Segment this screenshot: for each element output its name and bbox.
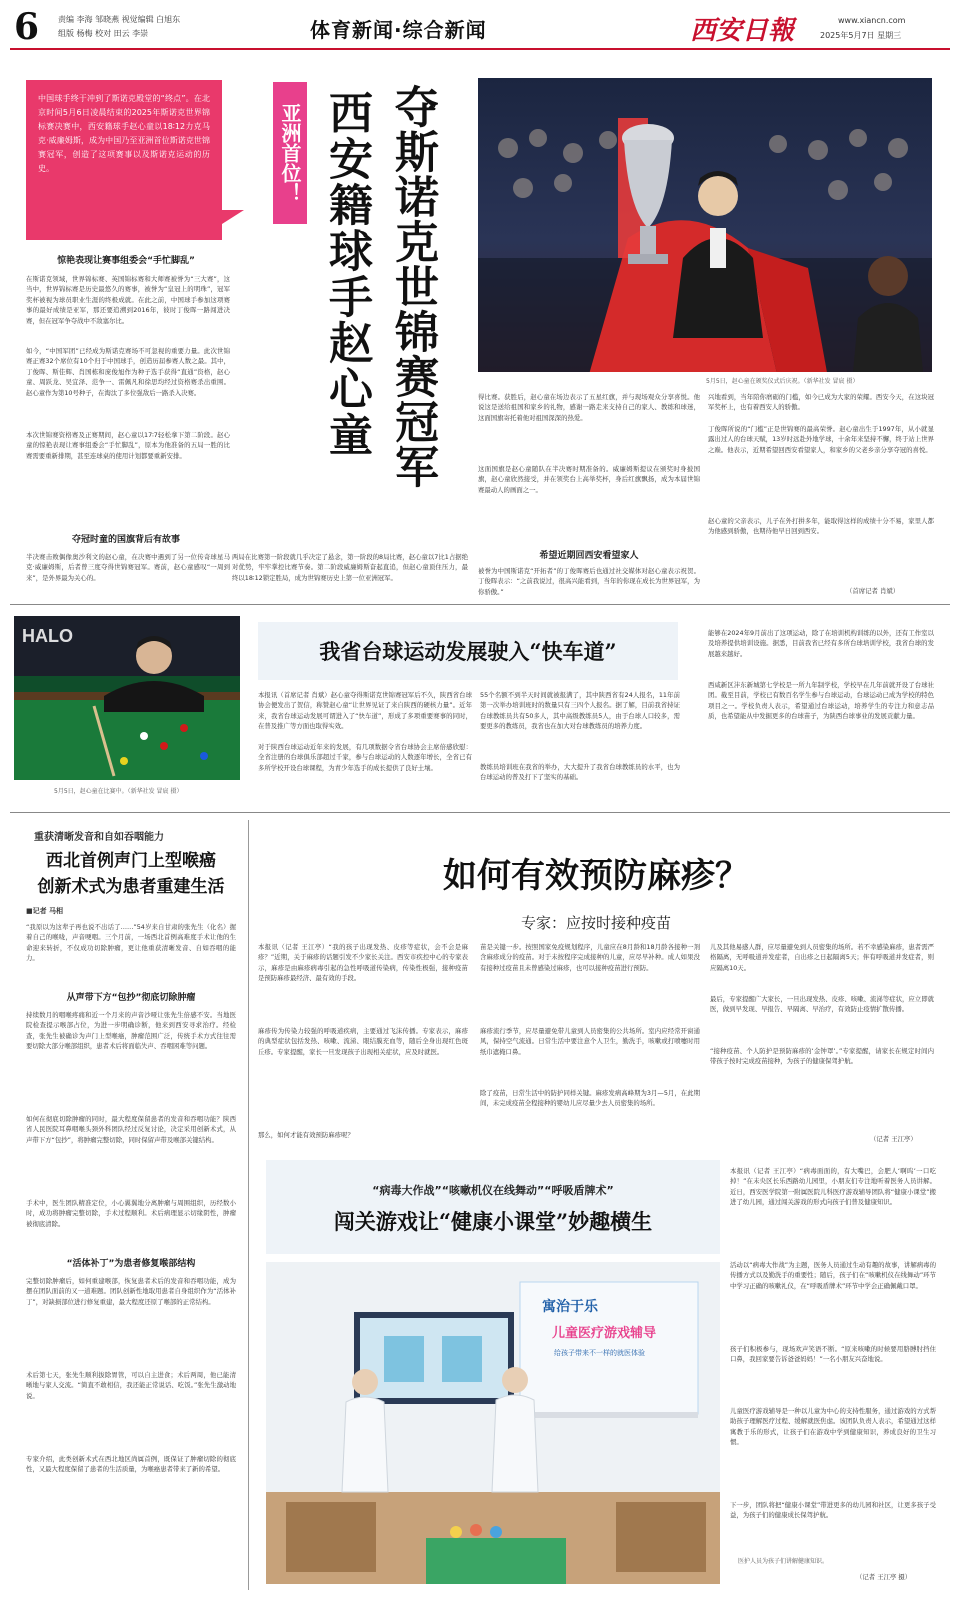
editors-line-2: 组版 杨梅 校对 田云 李崇 <box>58 29 149 38</box>
article2-headline: 我省台球运动发展驶入“快车道” <box>319 639 617 664</box>
subhead-stunning-performance: 惊艳表现让赛事组委会“手忙脚乱” <box>57 256 195 266</box>
editors-line-1: 责编 李海 邹晓燕 视觉编辑 白旭东 <box>58 15 181 24</box>
article2-headline-box <box>258 622 678 680</box>
article3-reporter: ■记者 马相 <box>26 907 64 915</box>
article2-body-3: 55个名额不到半天时间就被报满了，其中陕西省有24人报名，11年前第一次举办培训班时的数量只有三四个人报名。据了解，目前我省持证台球教练员共有50多人，其中高级教练员5人，由于台球人口较多，需要更多的教练员，我省也在加大对台球教练员的培养力度。 <box>480 691 680 731</box>
photo-banner-title-3: 给孩子带来不一样的就医体验 <box>554 1349 645 1357</box>
svg-text:HALO: HALO <box>22 626 73 646</box>
lead-text: 中国球手终于冲到了斯诺克殿堂的“终点”。在北京时间5月6日凌晨结束的2025年斯诺克世界锦标赛决赛中，西安籍球手赵心童以18∶12力克马克·威廉姆斯，成为中国乃至亚洲首位斯诺克世锦赛冠军，创造了这项赛事以及斯诺克运动的历史。 <box>38 94 210 173</box>
column-divider <box>248 820 249 1590</box>
article1-body-6: 得比赛。获胜后，赵心童在场边表示了五星红旗，并与现场观众分享喜悦。他说这是送给祖国和家乡的礼物，感谢一路走来支持自己的家人、教练和球迷，这面国旗寄托着他对祖国深深的热爱。 <box>478 393 700 422</box>
article2-body-1: 本报讯（首席记者 肖斌）赵心童夺得斯诺克世锦赛冠军后不久，陕西省台球协会便发出了贺信，称赞赵心童“让世界见证了来自陕西的硬核力量”。近年来，我省台球运动发展可谓进入了“快车道”，形成了多项重要赛事的同时，在普及推广等方面也取得实效。 <box>258 691 472 731</box>
article4-body-5: 麻疹流行季节，应尽量避免带儿童到人员密集的公共场所。室内应经常开窗通风，保持空气流通。日常生活中要注意个人卫生，勤洗手，咳嗽或打喷嚏时用纸巾遮掩口鼻。 <box>480 1027 700 1056</box>
article2-body-6: 西咸新区沣东新城第七学校是一所九年制学校，学校早在几年前就开设了台球社团。截至目前，学校已有数百名学生参与台球运动，台球运动已成为学校的特色项目之一。学校负责人表示，希望通过台球运动，培养学生的专注力和意志品质，也希望能从中发掘更多的台球苗子，为陕西台球事业的发展贡献力量。 <box>708 681 934 721</box>
trophy-photo-caption: 5月5日，赵心童在颁奖仪式后庆祝。（新华社发 冒宸 摄） <box>706 378 859 385</box>
photo-banner-title-2: 儿童医疗游戏辅导 <box>552 1326 657 1341</box>
article3-body-4: 手术中，医生团队精准定位，小心翼翼地分离肿瘤与周围组织，历经数小时，成功将肿瘤完整切除，手术过程顺利。术后病理显示切缘阴性，肿瘤被彻底清除。 <box>26 1199 236 1228</box>
subhead-flag-story: 夺冠时童的国旗背后有故事 <box>71 535 180 545</box>
article3-headline-2: 创新术式为患者重建生活 <box>37 877 225 897</box>
article3-body-3: 如何在彻底切除肿瘤的同时，最大程度保留患者的发音和吞咽功能？陕西省人民医院耳鼻咽喉头颈外科团队经过反复讨论，决定采用创新术式，从声带下方“包抄”，将肿瘤完整切除，同时保留声带及喉部关键结构。 <box>26 1115 236 1144</box>
article1-body-3: 本次世锦赛资格赛及正赛期间，赵心童以17∶7轻松拿下第二阶段。赵心童的惊艳表现让赛事组委会“手忙脚乱”，原本为他准备的五局一胜的比赛需要重新排期，甚至连球桌的使用计划都要重新安排。 <box>26 431 230 460</box>
classroom-scene-illustration <box>266 1262 720 1584</box>
subhead-surround-tumor: 从声带下方“包抄”彻底切除肿瘤 <box>66 993 196 1003</box>
issue-date: 2025年5月7日 星期三 <box>820 31 902 40</box>
article5-body-1: 本报讯（记者 王江亭）“病毒面面的，有大嘴巴，会肥人‘啊呜’一口吃掉！”在未央区长乐西路幼儿园里，小朋友们专注地听着医务人员讲解。近日，西安医学院第一附属医院儿科医疗游戏辅导团队将“健康小课堂”搬进了幼儿园，通过闯关游戏的形式向孩子们普及健康知识。 <box>730 1167 936 1207</box>
article4-subtitle: 专家：应按时接种疫苗 <box>520 914 671 932</box>
snooker-match-photo <box>14 616 240 780</box>
masthead-rule <box>10 48 950 50</box>
subhead-visit-family: 希望近期回西安看望家人 <box>539 551 639 561</box>
article5-headline-box <box>266 1160 720 1254</box>
trophy-celebration-photo <box>478 78 932 372</box>
article5-eyebrow: “病毒大作战”“咳嗽机仪在线舞动”“呼吸盾牌术” <box>372 1184 614 1197</box>
article4-body-9: “接种疫苗、个人防护是预防麻疹的‘金钟罩’。”专家提醒，请家长在规定时间内带孩子按时完成疫苗接种，为孩子的健康保驾护航。 <box>710 1047 934 1066</box>
article3-body-6: 术后第七天，张先生顺利拔除胃管，可以自主进食；术后两周，他已能清晰地与家人交流。“简直不敢相信，我还能正常说话、吃饭。”张先生激动地说。 <box>26 1371 236 1400</box>
article5-credit: （记者 王江亭 摄） <box>856 1573 912 1581</box>
section-title: 体育新闻·综合新闻 <box>310 18 487 42</box>
article4-body-3: 那么，如何才能有效预防麻疹呢？ <box>258 1131 354 1139</box>
article5-headline: 闯关游戏让“健康小课堂”妙趣横生 <box>333 1209 653 1234</box>
article3-body-7: 专家介绍，此类创新术式在西北地区尚属首例，既保证了肿瘤切除的彻底性，又最大程度保留了患者的生活质量，为喉癌患者带来了新的希望。 <box>26 1455 236 1474</box>
trophy-scene-illustration <box>478 78 932 372</box>
article4-body-2: 麻疹传为传染力较强的呼吸道疾病，主要通过飞沫传播。专家表示，麻疹的典型症状包括发热、咳嗽、流涕、眼结膜充血等，随后全身出现红色斑丘疹。专家提醒，家长一旦发现孩子出现相关症状，应及时就医。 <box>258 1027 468 1056</box>
snooker-photo-caption: 5月5日，赵心童在比赛中。（新华社发 冒宸 摄） <box>54 788 183 795</box>
page-number: 6 <box>14 6 40 48</box>
health-class-photo <box>266 1262 720 1584</box>
kicker-text: 亚洲首位！ <box>278 103 302 203</box>
article4-body-7: 儿及其他易感人群，应尽量避免到人员密集的场所。若不幸感染麻疹，患者需严格隔离，无呼吸道并发症者，自出疹之日起隔离5天；伴有呼吸道并发症者，则应隔离10天。 <box>710 943 934 972</box>
article1-credit: （首席记者 肖斌） <box>846 587 900 595</box>
article1-body-5: 两局在比赛第一阶段就几乎决定了悬念，第一阶段的8局比赛，赵心童以7比1占据绝对优势，牢牢掌控比赛节奏。第二阶段威廉姆斯奋起直追，但赵心童顶住压力，最终以18∶12锁定胜局，成为世锦赛历史上第一位亚洲冠军。 <box>232 553 468 582</box>
snooker-table-illustration <box>14 616 240 780</box>
article3-subtitle: 重获清晰发音和自如吞咽能力 <box>34 832 164 843</box>
rule-after-article2 <box>10 812 950 813</box>
article4-credit: （记者 王江亭） <box>870 1135 917 1143</box>
lead-callout-arrow <box>222 210 244 224</box>
photo-banner-title-1: 寓治于乐 <box>542 1299 598 1315</box>
article1-body-2: 如今，“中国军团”已经成为斯诺克赛场不可忽视的重要力量。此次世锦赛正赛32个席位有10个归于中国球手，创造历届参赛人数之最。其中，丁俊晖、斯佳辉、肖国栋和庞俊旭作为种子选手获得“直通”资格，赵心童、周跃龙、吴宜泽、范争一、雷佩凡和徐思均经过资格赛杀出重围。赵心童作为第10号种子，在淘汰了多位强敌后一路杀入决赛。 <box>26 347 230 397</box>
article5-body-4: 儿童医疗游戏辅导是一种以儿童为中心的支持性服务，通过游戏的方式帮助孩子理解医疗过程、缓解就医焦虑。该团队负责人表示，希望通过这样寓教于乐的形式，让孩子们在游戏中学到健康知识，养成良好的卫生习惯。 <box>730 1407 936 1447</box>
article4-body-8: 最后，专家提醒广大家长，一旦出现发热、皮疹、咳嗽、流涕等症状，应立即就医，做到早发现、早报告、早隔离、早治疗，有效防止疫情扩散传播。 <box>710 995 934 1014</box>
rule-after-article1 <box>10 604 950 605</box>
article4-body-1: 本报讯（记者 王江亭）“我的孩子出现发热、皮疹等症状，会不会是麻疹？”近期，关于麻疹的话题引发不少家长关注。西安市疾控中心的专家表示，麻疹是由麻疹病毒引起的急性呼吸道传染病，传染性极强，接种疫苗是预防麻疹最经济、最有效的手段。 <box>258 943 468 983</box>
article1-body-1: 在斯诺克领域，世界锦标赛、英国锦标赛和大师赛被誉为“三大赛”，这当中，世界锦标赛是历史最悠久的赛事，被誉为“皇冠上的明珠”，冠军奖杯被视为球员职业生涯的终极成就。在此之前，中国球手参加这项赛事的最好成绩是亚军，那还要追溯到2016年，彼时丁俊晖一路闯进决赛，但在冠军争夺战中不敌塞尔比。 <box>26 275 230 325</box>
article4-body-4: 苗是关键一步。按照国家免疫规划程序，儿童应在8月龄和18月龄各接种一剂含麻疹成分的疫苗。对于未按程序完成接种的儿童，应尽早补种。成人如果没有接种过疫苗且未曾感染过麻疹，也可以接种疫苗进行预防。 <box>480 943 700 972</box>
article5-photo-caption: 医护人员为孩子们讲解健康知识。 <box>738 1558 829 1565</box>
headline-2: 西安籍球手赵心童 <box>321 90 372 458</box>
article5-body-3: 孩子们积极参与，现场欢声笑语不断。“原来咳嗽的时候要用胳膊肘挡住口鼻，我回家要告诉爸爸妈妈！”一名小朋友兴奋地说。 <box>730 1345 936 1364</box>
subhead-living-patch: “活体补丁”为患者修复喉部结构 <box>66 1259 196 1269</box>
masthead <box>0 0 960 60</box>
website: www.xiancn.com <box>838 16 906 25</box>
article3-body-2: 持续数月的咽喉疼痛和近一个月来的声音沙哑让张先生倍感不安。当地医院检查提示喉部占位，为进一步明确诊断，他来到西安寻求治疗。经检查，张先生被确诊为声门上型喉癌，肿瘤范围广泛，传统手术方式往往需要切除大部分喉部组织，患者术后将面临失声、吞咽困难等问题。 <box>26 1011 236 1051</box>
article3-body-5: 完整切除肿瘤后，如何重建喉部，恢复患者术后的发音和吞咽功能，成为摆在团队面前的又一道难题。团队创新性地取用患者自身组织作为“活体补丁”，对缺损部位进行修复重建，最大程度还原了喉部的正常结构。 <box>26 1277 236 1306</box>
article2-body-2: 对于陕西台球运动近年来的发展，有几项数据令省台球协会主席倍感欣慰：全省注册的台球俱乐部超过千家，参与台球运动的人数逐年增长，全省已有多所学校开设台球课程，为青少年选手的成长提供了良好土壤。 <box>258 743 472 772</box>
article4-headline: 如何有效预防麻疹？ <box>443 856 749 896</box>
headline-1: 夺斯诺克世锦赛冠军 <box>387 84 438 489</box>
article1-body-7: 这面国旗是赵心童随队在半决赛时期准备的。威廉姆斯提议在颁奖时身披国旗，赵心童欣然接受，并在领奖台上高举奖杯，身后红旗飘扬，成为本届世锦赛最动人的画面之一。 <box>478 465 700 494</box>
article1-body-11: 赵心童的父亲表示，儿子在外打拼多年，能取得这样的成绩十分不易，家里人都为他感到骄傲，也期待他早日回到西安。 <box>708 517 934 536</box>
newspaper-logo: 西安日報 <box>690 16 795 46</box>
article1-body-10: 丁俊晖所说的“门槛”正是世锦赛的最高荣誉。赵心童出生于1997年，从小就显露出过人的台球天赋，13岁时远赴外地学球，十余年来坚持不懈，终于站上世界之巅。他表示，近期希望回西安看望家人，和家乡的父老乡亲分享夺冠的喜悦。 <box>708 425 934 454</box>
article4-body-6: 除了疫苗，日常生活中的防护同样关键。麻疹发病高峰期为3月—5月，在此期间，未完成疫苗全程接种的婴幼儿应尽量少去人员密集的场所。 <box>480 1089 700 1108</box>
article2-body-5: 能够在2024年9月前出了这项运动，除了在培训机构训练的以外，还有工作室以及培养提供培训设施。据悉，目前我省已经有多所台球培训学校，我省台球的发展越来越好。 <box>708 629 934 658</box>
article2-body-4: 教练员培训班在我省的举办，大大提升了我省台球教练员的水平，也为台球运动的普及打下了坚实的基础。 <box>480 763 680 782</box>
article1-body-8: 被誉为中国斯诺克“开拓者”的丁俊晖赛后也通过社交媒体对赵心童表示祝贺。丁俊晖表示：“之前我说过，很高兴能看到，当年的你现在成长为世界冠军，为你骄傲。” <box>478 567 700 596</box>
article5-body-5: 下一步，团队将把“健康小课堂”带进更多的幼儿园和社区，让更多孩子受益，为孩子们的健康成长保驾护航。 <box>730 1501 936 1520</box>
article1-body-4: 半决赛击败偶像奥沙利文的赵心童，在决赛中遇到了另一位传奇球星马克·威廉姆斯，后者曾三度夺得世锦赛冠军。赛前，赵心童感叹“一周到来”，是外界最为关心的。 <box>26 553 230 582</box>
article5-body-2: 活动以“病毒大作战”为主题，医务人员通过生动有趣的故事，讲解病毒的传播方式以及勤洗手的重要性；随后，孩子们在“咳嗽机仪在线舞动”环节中学习正确的咳嗽礼仪，在“呼吸盾牌术”环节中学会正确佩戴口罩。 <box>730 1261 936 1290</box>
article3-headline-1: 西北首例声门上型喉癌 <box>46 851 216 871</box>
lead-callout <box>26 80 222 240</box>
article1-body-9: 兴地看到，当年陪你磨砺的门槛，如今已成为大家的荣耀。西安今天，在这块冠军奖杯上，也有着西安人的骄傲。 <box>708 393 934 412</box>
article3-body-1: “我原以为这辈子再也说不出话了……”54岁来自甘肃的张先生（化名）握着自己的喉咙，声音哽咽。三个月前，一场西北首例高难度手术让他的生命迎来转折，不仅成功切除肿瘤，更让他重获清晰发音、自如吞咽的能力。 <box>26 923 236 963</box>
kicker-badge <box>273 82 307 224</box>
